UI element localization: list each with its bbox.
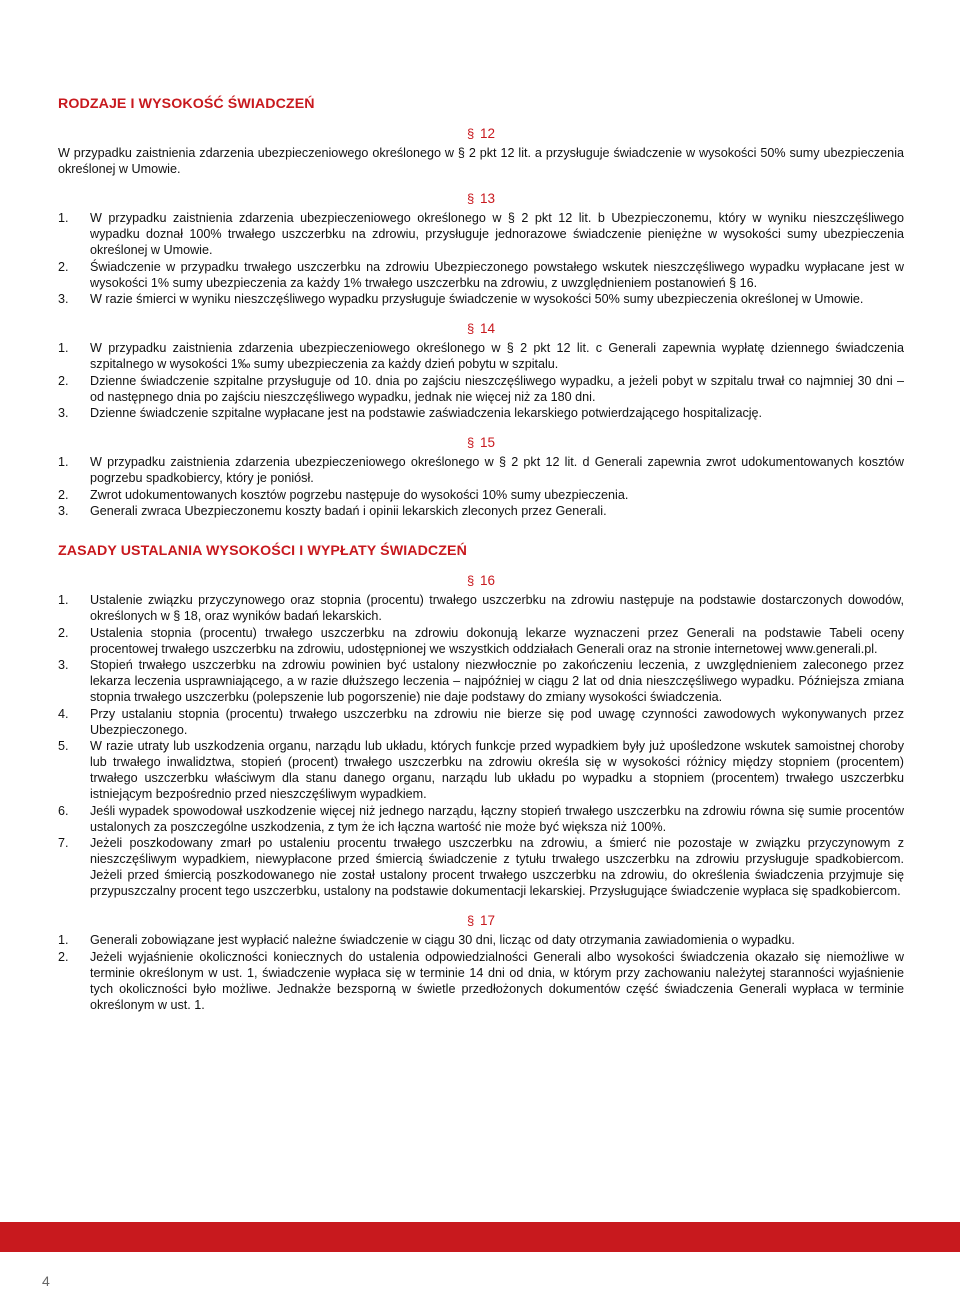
item-number: 2. [58, 487, 69, 502]
list-item [58, 503, 904, 519]
list-item [58, 738, 904, 802]
paragraph-number: 17 [479, 913, 496, 928]
item-number: 1. [58, 933, 69, 947]
list-item [58, 592, 904, 624]
paragraph-12-heading [58, 126, 904, 142]
paragraph-16-heading [58, 573, 904, 589]
item-number: 1. [58, 593, 69, 607]
item-text: Dzienne świadczenie szpitalne wypłacane jest na podstawie zaświadczenia lekarskiego potwierdzającego hospitalizację. [90, 406, 763, 420]
paragraph-14-heading [58, 321, 904, 337]
item-text: Świadczenie w przypadku trwałego uszczerbku na zdrowiu Ubezpieczonego powstałego wskutek nieszczęśliwego wypadku wypłacane jest w wysokości 1% sumy ubezpieczenia za każdy 1% trwałego uszczerbku na zdrowiu, z uwzględnieniem postanowień § 16. [90, 259, 904, 290]
item-number: 2. [58, 373, 69, 388]
page-number: 4 [42, 1273, 50, 1289]
paragraph-14-list [58, 340, 904, 421]
list-item [58, 706, 904, 738]
list-item [58, 835, 904, 899]
paragraph-number: 16 [479, 573, 496, 588]
list-item [58, 932, 904, 948]
list-item [58, 803, 904, 835]
paragraph-17-list [58, 932, 904, 1013]
list-item [58, 259, 904, 291]
item-text: Stopień trwałego uszczerbku na zdrowiu powinien być ustalony niezwłocznie po zakończeniu leczenia, z uwzględnieniem zaleconego przez lekarza leczenia usprawniającego, a w razie dłuższego leczenia – najpóźniej w ciągu 2 lat od dnia nieszczęśliwego wypadku. Późniejsza zmiana stopnia trwałego uszczerbku (polepszenie lub pogorszenie) nie daje podstawy do zmiany wysokości świadczenia. [90, 658, 904, 704]
item-number: 3. [58, 292, 69, 306]
paragraph-12-text: W przypadku zaistnienia zdarzenia ubezpieczeniowego określonego w § 2 pkt 12 lit. a przysługuje świadczenie w wysokości 50% sumy ubezpieczenia określonej w Umowie. [58, 146, 904, 176]
paragraph-number: 12 [479, 126, 496, 141]
list-item [58, 373, 904, 405]
footer-band [0, 1222, 960, 1252]
item-text: Jeśli wypadek spowodował uszkodzenie więcej niż jednego narządu, łączny stopień trwałego uszczerbku na zdrowiu równa się sumie procentów ustalonych za poszczególne uszkodzenia, z tym że ich łączna wartość nie może być większa niż 100%. [90, 803, 904, 834]
paragraph-13-heading [58, 191, 904, 207]
item-number: 3. [58, 658, 69, 672]
item-text: Ustalenia stopnia (procentu) trwałego uszczerbku na zdrowiu dokonują lekarze wyznaczeni przez Generali na podstawie Tabeli oceny procentowej trwałego uszczerbku na zdrowiu, udostępnionej we wszystkich oddziałach Generali oraz na stronie internetowej www.generali.pl. [90, 625, 904, 656]
paragraph-15-heading [58, 435, 904, 451]
item-text: W przypadku zaistnienia zdarzenia ubezpieczeniowego określonego w § 2 pkt 12 lit. c Generali zapewnia wypłatę dziennego świadczenia szpitalnego w wysokości 1‰ sumy ubezpieczenia za każdy dzień pobytu w szpitalu. [90, 341, 904, 371]
item-text: W przypadku zaistnienia zdarzenia ubezpieczeniowego określonego w § 2 pkt 12 lit. d Generali zapewnia zwrot udokumentowanych kosztów pogrzebu spadkobiercy, który je poniósł. [90, 455, 904, 485]
item-text: Przy ustalaniu stopnia (procentu) trwałego uszczerbku na zdrowiu nie bierze się pod uwagę czynności zawodowych wykonywanych przez Ubezpieczonego. [90, 706, 904, 737]
list-item [58, 405, 904, 421]
list-item [58, 210, 904, 258]
paragraph-number: 15 [479, 435, 496, 450]
section-title-types: RODZAJE I WYSOKOŚĆ ŚWIADCZEŃ [58, 96, 315, 112]
item-number: 1. [58, 455, 69, 469]
item-number: 5. [58, 739, 69, 753]
paragraph-17-heading [58, 913, 904, 929]
list-item [58, 625, 904, 657]
document-body [58, 96, 904, 1013]
section-symbol: § [466, 913, 475, 928]
item-number: 1. [58, 211, 69, 225]
item-text: W razie utraty lub uszkodzenia organu, narządu lub układu, których funkcje przed wypadkiem były już upośledzone wskutek samoistnej choroby lub trwałego inwalidztwa, stopień (procent) trwałego uszczerbku na zdrowiu określa się w wysokości różnicy między stopniem (procentem) trwałego uszczerbku właściwym dla stanu danego organu, narządu lub układu po wypadku a stopniem (procentem) trwałego uszczerbku istniejącym bezpośrednio przed nieszczęśliwym wypadkiem. [90, 739, 904, 801]
item-number: 7. [58, 836, 69, 850]
item-number: 3. [58, 504, 69, 518]
section-symbol: § [466, 126, 475, 141]
item-number: 2. [58, 949, 69, 964]
item-text: Generali zobowiązane jest wypłacić należne świadczenie w ciągu 30 dni, licząc od daty otrzymania zawiadomienia o wypadku. [90, 933, 795, 947]
list-item [58, 487, 904, 503]
paragraph-13-list [58, 210, 904, 307]
paragraph-16-list [58, 592, 904, 899]
paragraph-15-list [58, 454, 904, 519]
item-number: 2. [58, 625, 69, 640]
item-text: Zwrot udokumentowanych kosztów pogrzebu następuje do wysokości 10% sumy ubezpieczenia. [90, 487, 629, 502]
section-symbol: § [466, 321, 475, 336]
section-title-rules: ZASADY USTALANIA WYSOKOŚCI I WYPŁATY ŚWIADCZEŃ [58, 543, 467, 559]
item-number: 6. [58, 803, 69, 818]
section-symbol: § [466, 573, 475, 588]
item-number: 2. [58, 259, 69, 274]
list-item [58, 340, 904, 372]
item-number: 1. [58, 341, 69, 355]
list-item [58, 454, 904, 486]
item-text: Jeżeli wyjaśnienie okoliczności koniecznych do ustalenia odpowiedzialności Generali albo wysokości świadczenia okazało się niemożliwe w terminie określonym w ust. 1, świadczenie wypłaca się w terminie 14 dni od dnia, w którym przy zachowaniu należytej staranności wyjaśnienie tych okoliczności było możliwe. Jednakże bezsporną w świetle przedłożonych dokumentów część świadczenia Generali wypłaca w terminie określonym w ust. 1. [90, 949, 904, 1012]
paragraph-number: 13 [479, 191, 496, 206]
section-symbol: § [466, 191, 475, 206]
paragraph-number: 14 [479, 321, 496, 336]
item-text: Dzienne świadczenie szpitalne przysługuje od 10. dnia po zajściu nieszczęśliwego wypadku, a jeżeli pobyt w szpitalu trwał co najmniej 30 dni – od następnego dnia po zajściu nieszczęśliwego wypadku, jednak nie więcej niż za 180 dni. [90, 373, 904, 404]
item-text: W przypadku zaistnienia zdarzenia ubezpieczeniowego określonego w § 2 pkt 12 lit. b Ubezpieczonemu, który w wyniku nieszczęśliwego wypadku doznał 100% trwałego uszczerbku na zdrowiu, przysługuje jednorazowe świadczenie pieniężne w wysokości sumy ubezpieczenia określonej w Umowie. [90, 211, 904, 257]
list-item [58, 291, 904, 307]
item-number: 4. [58, 706, 69, 721]
item-text: Generali zwraca Ubezpieczonemu koszty badań i opinii lekarskich zleconych przez Generali. [90, 504, 607, 518]
item-text: Jeżeli poszkodowany zmarł po ustaleniu procentu trwałego uszczerbku na zdrowiu, a śmierć nie pozostaje w związku przyczynowym z nieszczęśliwym wypadkiem, niewypłacone przed śmiercią świadczenie z tytułu trwałego uszczerbku na zdrowiu przysługuje spadkobiercom. Jeżeli przed śmiercią poszkodowanego nie został ustalony procent trwałego uszczerbku na zdrowiu, do określenia świadczenia przyjmuje się przypuszczalny procent tego uszczerbku, ustalony na podstawie dokumentacji lekarskiej. Przysługujące świadczenie wypłaca się spadkobiercom. [90, 836, 904, 898]
item-text: Ustalenie związku przyczynowego oraz stopnia (procentu) trwałego uszczerbku na zdrowiu następuje na podstawie dostarczonych dowodów, określonych w § 18, oraz wyników badań lekarskich. [90, 593, 904, 623]
list-item [58, 657, 904, 705]
item-number: 3. [58, 406, 69, 420]
item-text: W razie śmierci w wyniku nieszczęśliwego wypadku przysługuje świadczenie w wysokości 50% sumy ubezpieczenia określonej w Umowie. [90, 292, 864, 306]
list-item [58, 949, 904, 1013]
section-symbol: § [466, 435, 475, 450]
